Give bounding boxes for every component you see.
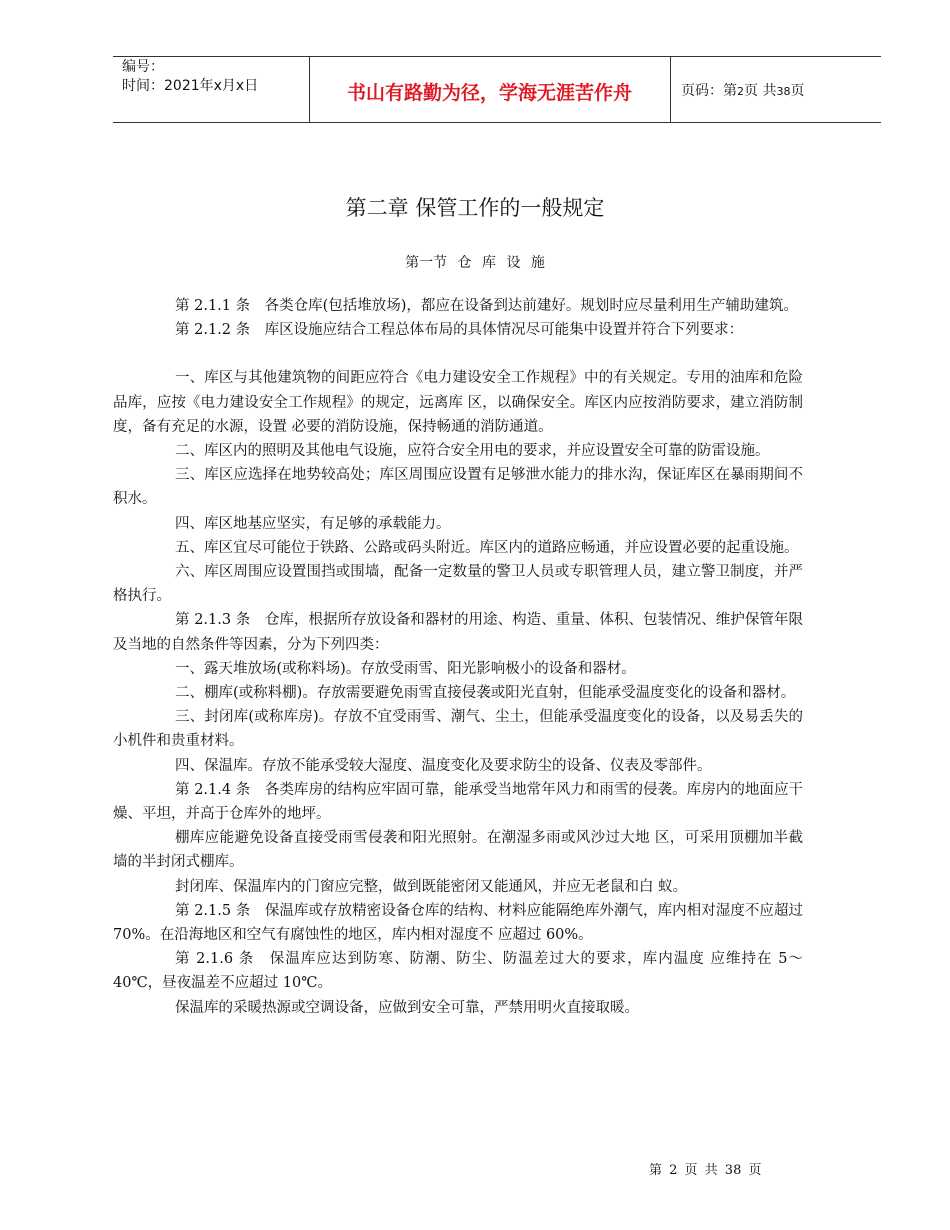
paragraph: 四、保温库。存放不能承受较大湿度、温度变化及要求防尘的设备、仪表及零部件。 — [175, 757, 712, 774]
paragraph: 封闭库、保温库内的门窗应完整，做到既能密闭又能通风，并应无老鼠和白 蚁。 — [175, 878, 688, 895]
header-top-rule — [113, 56, 881, 57]
page-footer: 第 2 页 共 38 页 — [649, 1163, 762, 1178]
header-divider-right — [670, 56, 671, 122]
page-end-label: 页 — [790, 83, 805, 99]
paragraph: 第 2.1.1 条 各类仓库(包括堆放场)，都应在设备到达前建好。规划时应尽量利用生产辅助建筑。 — [175, 298, 798, 314]
paragraph: 二、库区内的照明及其他电气设施，应符合安全用电的要求，并应设置安全可靠的防雷设施。 — [175, 443, 770, 460]
paragraph: 第 2.1.2 条 库区设施应结合工程总体布局的具体情况尽可能集中设置并符合下列要求： — [175, 322, 744, 339]
paragraph: 三、库区应选择在地势较高处；库区周围应设置有足够泄水能力的排水沟，保证库区在暴雨期间不积水。 — [113, 467, 803, 508]
header-meta — [122, 58, 258, 96]
header-page-info — [681, 80, 804, 100]
paragraph: 二、棚库(或称料棚)。存放需要避免雨雪直接侵袭或阳光直射，但能承受温度变化的设备和器材。 — [175, 685, 796, 702]
page-mid-label: 页 共 — [744, 83, 777, 99]
header-bottom-rule — [113, 122, 881, 123]
paragraph: 第 2.1.4 条 各类库房的结构应牢固可靠，能承受当地常年风力和雨雪的侵袭。库房内的地面应干燥、平坦，并高于仓库外的地坪。 — [113, 781, 803, 823]
document-body — [113, 294, 803, 1020]
paragraph-gap — [113, 342, 803, 366]
paragraph: 第 2.1.3 条 仓库，根据所存放设备和器材的用途、构造、重量、体积、包装情况、维护保管年限及当地的自然条件等因素，分为下列四类： — [113, 612, 803, 653]
document-time: 时间：2021年x月x日 — [122, 78, 259, 94]
paragraph: 第 2.1.5 条 保温库或存放精密设备仓库的结构、材料应能隔绝库外潮气，库内相对湿度不应超过 70%。在沿海地区和空气有腐蚀性的地区，库内相对湿度不 应超过 60%。 — [113, 902, 803, 944]
chapter-title: 第二章 保管工作的一般规定 — [345, 196, 605, 220]
paragraph: 一、库区与其他建筑物的间距应符合《电力建设安全工作规程》中的有关规定。专用的油库和危险品库，应按《电力建设安全工作规程》的规定，远离库 区，以确保安全。库区内应按消防要求，建立消防制度，备有充足的水源，设置 必要的消防设施，保持畅通的消防通道。 — [113, 370, 803, 435]
page-label: 页码：第 — [681, 83, 737, 99]
section-title: 第一节 仓 库 设 施 — [405, 255, 545, 271]
page-number: 2 — [737, 85, 744, 98]
paragraph: 保温库的采暖热源或空调设备，应做到安全可靠，严禁用明火直接取暖。 — [175, 999, 639, 1016]
paragraph: 五、库区宜尽可能位于铁路、公路或码头附近。库区内的道路应畅通，并应设置必要的起重设施。 — [175, 539, 799, 556]
page-total: 38 — [776, 85, 791, 98]
document-number-label: 编号： — [122, 59, 164, 75]
paragraph: 六、库区周围应设置围挡或围墙，配备一定数量的警卫人员或专职管理人员，建立警卫制度，并严格执行。 — [113, 564, 803, 605]
paragraph: 一、露天堆放场(或称料场)。存放受雨雪、阳光影响极小的设备和器材。 — [175, 660, 636, 677]
header-motto: 书山有路勤为径，学海无涯苦作舟 — [346, 82, 632, 104]
paragraph: 四、库区地基应坚实，有足够的承载能力。 — [175, 515, 451, 532]
paragraph: 三、封闭库(或称库房)。存放不宜受雨雪、潮气、尘土，但能承受温度变化的设备，以及易丢失的小机件和贵重材料。 — [113, 709, 803, 750]
paragraph: 第 2.1.6 条 保温库应达到防寒、防潮、防尘、防温差过大的要求，库内温度 应维持在 5～40℃，昼夜温差不应超过 10℃。 — [113, 951, 803, 992]
paragraph: 棚库应能避免设备直接受雨雪侵袭和阳光照射。在潮湿多雨或风沙过大地 区，可采用顶棚加半截墙的半封闭式棚库。 — [113, 830, 803, 871]
